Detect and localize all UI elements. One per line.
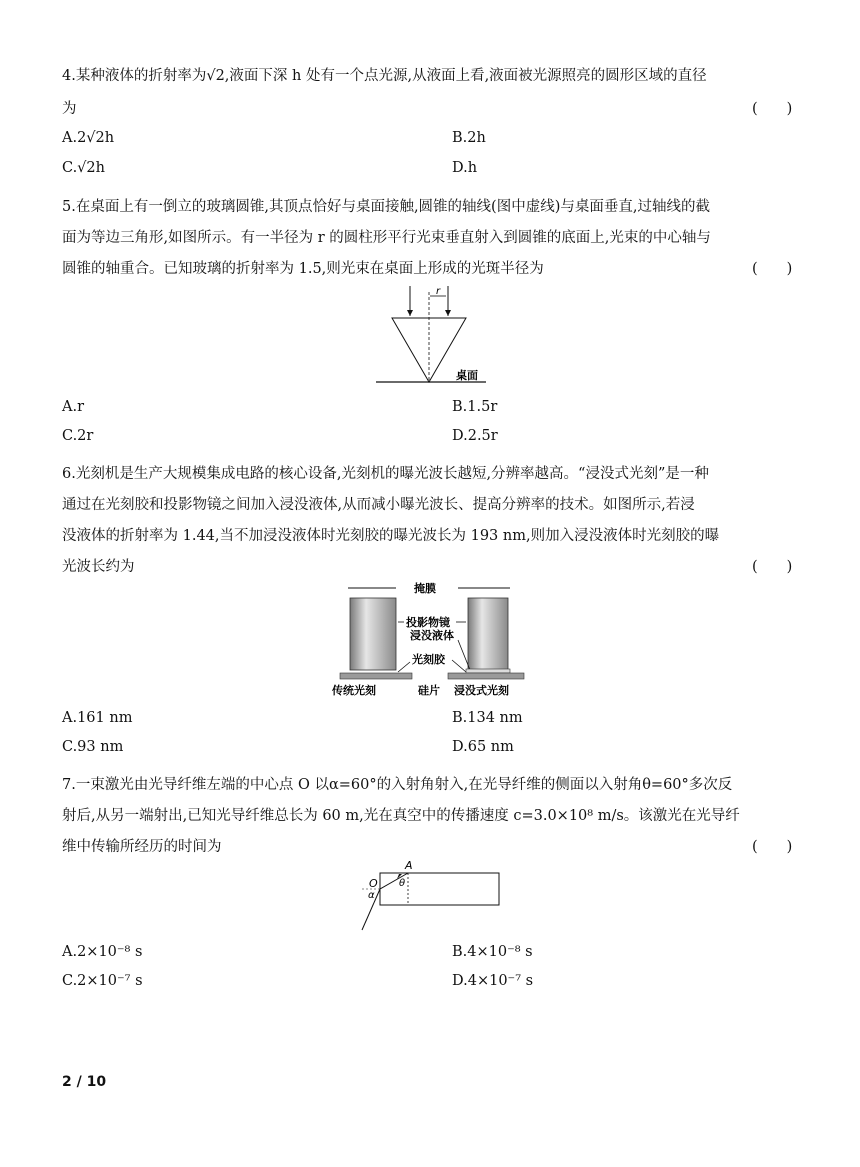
q5-right-ray-arrow	[445, 310, 451, 316]
q7-option-d: D.4×10⁻⁷ s	[452, 973, 534, 989]
q7-option-c: C.2×10⁻⁷ s	[62, 973, 143, 989]
q6-option-c: C.93 nm	[62, 739, 124, 755]
q4-stem-line1: 4.某种液体的折射率为√2,液面下深 h 处有一个点光源,从液面上看,液面被光源照亮的圆形区域的直径	[62, 68, 707, 84]
q6-resist-pointer-right	[452, 660, 466, 672]
q4-option-a: A.2√2h	[62, 130, 115, 146]
q6-mask-label: 掩膜	[414, 582, 436, 595]
q6-right-wafer	[448, 673, 524, 679]
q7-stem-line1: 7.一束激光由光导纤维左端的中心点 O 以α=60°的入射角射入,在光导纤维的侧面以入射角θ=60°多次反	[62, 777, 733, 793]
q6-left-label: 传统光刻	[332, 684, 376, 697]
q6-lithography-figure	[328, 578, 532, 700]
q7-option-b: B.4×10⁻⁸ s	[452, 944, 533, 960]
q5-option-c: C.2r	[62, 428, 94, 444]
q5-radius-label: r	[436, 286, 441, 297]
q7-point-o-label: O	[369, 877, 378, 890]
q5-table-label: 桌面	[456, 369, 478, 382]
q5-left-ray-arrow	[407, 310, 413, 316]
q5-answer-bracket: ( )	[752, 261, 793, 277]
q6-wafer-label: 硅片	[418, 684, 440, 697]
q5-cone-figure	[370, 282, 490, 388]
q6-stem-line2: 通过在光刻胶和投影物镜之间加入浸没液体,从而减小曝光波长、提高分辨率的技术。如图所示,若浸	[62, 497, 695, 513]
q5-option-a: A.r	[62, 399, 85, 415]
q6-stem-line3: 没液体的折射率为 1.44,当不加浸没液体时光刻胶的曝光波长为 193 nm,则加入浸没液体时光刻胶的曝	[62, 528, 720, 544]
q4-option-b: B.2h	[452, 130, 486, 146]
q6-resist-label: 光刻胶	[412, 653, 445, 666]
q6-stem-line4: 光波长约为	[62, 559, 135, 575]
q7-option-a: A.2×10⁻⁸ s	[62, 944, 143, 960]
q6-left-wafer	[340, 673, 412, 679]
q4-answer-bracket: ( )	[752, 101, 793, 117]
q5-option-d: D.2.5r	[452, 428, 498, 444]
q7-point-a-label: A	[405, 859, 413, 872]
q6-immersion-liquid	[466, 669, 510, 673]
q6-stem-line1: 6.光刻机是生产大规模集成电路的核心设备,光刻机的曝光波长越短,分辨率越高。“浸没式光刻”是一种	[62, 466, 709, 482]
q5-stem-line1: 5.在桌面上有一倒立的玻璃圆锥,其顶点恰好与桌面接触,圆锥的轴线(图中虚线)与桌面垂直,过轴线的截	[62, 199, 710, 215]
q7-answer-bracket: ( )	[752, 839, 793, 855]
q7-stem-line2: 射后,从另一端射出,已知光导纤维总长为 60 m,光在真空中的传播速度 c=3.0×10⁸ m/s。该激光在光导纤	[62, 808, 740, 824]
q6-right-lens	[468, 598, 508, 670]
q6-answer-bracket: ( )	[752, 559, 793, 575]
q6-option-d: D.65 nm	[452, 739, 514, 755]
q4-option-d: D.h	[452, 160, 478, 176]
q5-stem-line2: 面为等边三角形,如图所示。有一半径为 r 的圆柱形平行光束垂直射入到圆锥的底面上,光束的中心轴与	[62, 230, 711, 246]
q7-theta-label: θ	[399, 878, 406, 889]
q6-right-label: 浸没式光刻	[454, 684, 509, 697]
q6-left-lens	[350, 598, 396, 670]
q6-liquid-label: 浸没液体	[410, 629, 454, 642]
q6-lens-label: 投影物镜	[406, 616, 450, 629]
q6-option-a: A.161 nm	[62, 710, 133, 726]
q5-option-b: B.1.5r	[452, 399, 498, 415]
q7-fiber-figure	[356, 858, 506, 934]
q6-option-b: B.134 nm	[452, 710, 523, 726]
q4-stem-line2: 为	[62, 101, 77, 117]
q7-stem-line3: 维中传输所经历的时间为	[62, 839, 222, 855]
q7-alpha-label: α	[368, 890, 375, 901]
q6-resist-pointer-left	[398, 662, 410, 672]
q4-option-c: C.√2h	[62, 160, 105, 176]
page-number: 2 / 10	[62, 1074, 107, 1090]
q5-stem-line3: 圆锥的轴重合。已知玻璃的折射率为 1.5,则光束在桌面上形成的光斑半径为	[62, 261, 544, 277]
